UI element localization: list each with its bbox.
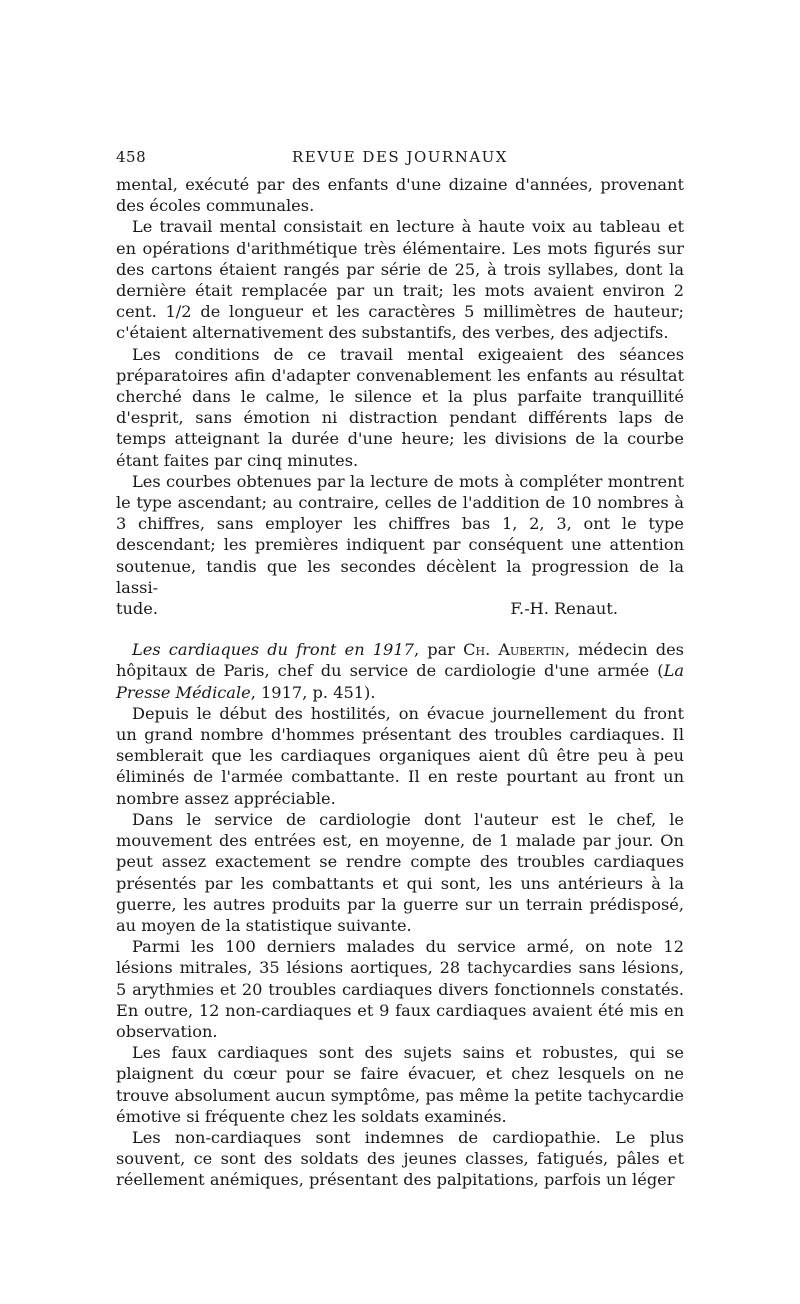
paragraph-evacuations: Depuis le début des hostilités, on évacue journellement du front un grand nombre d'hommes présentant des troubles cardiaques. Il semblerait que les cardiaques organiques aient dû être peu à peu éliminés de l'armée combattante. Il en reste pourtant au front un nombre assez appréciable. — [116, 703, 684, 808]
page — [116, 148, 684, 1191]
paragraph-results-end: tude. — [116, 599, 159, 619]
article-cardiaques — [116, 639, 684, 1190]
article-fatigue-review — [116, 174, 684, 619]
author-affiliation: , médecin des hôpitaux de Paris, chef du service de cardiologie d'une armée ( — [116, 640, 684, 681]
paragraph-results: Les courbes obtenues par la lecture de mots à compléter montrent le type ascendant; au contraire, celles de l'addition de 10 nombres à 3 chiffres, sans employer les chiffres bas 1, 2, 3, ont le type descendant; les premières indiquent par conséquent une attention soutenue, tandis que les secondes décèlent la progression de la lassi- — [116, 471, 684, 597]
journal-reference: , 1917, p. 451). — [250, 682, 376, 702]
paragraph-service: Dans le service de cardiologie dont l'auteur est le chef, le mouvement des entrées est, en moyenne, de 1 malade par jour. On peut assez exactement se rendre compte des troubles cardiaques présentés par les combattants et qui sont, les uns antérieurs à la guerre, les autres produits par la guerre sur un terrain prédisposé, au moyen de la statistique suivante. — [116, 809, 684, 935]
journal-name: La Presse Médicale — [116, 661, 684, 702]
paragraph-faux-cardiaques: Les faux cardiaques sont des sujets sains et robustes, qui se plaignent du cœur pour se faire évacuer, et chez lesquels on ne trouve absolument aucun symptôme, pas même la petite tachycardie émotive si fréquente chez les soldats examinés. — [116, 1043, 684, 1126]
reviewer-signature: F.-H. Renaut. — [510, 599, 618, 619]
running-head — [116, 148, 684, 174]
paragraph-non-cardiaques: Les non-cardiaques sont indemnes de cardiopathie. Le plus souvent, ce sont des soldats des jeunes classes, fatigués, pâles et réellement anémiques, présentant des palpitations, parfois un léger — [116, 1127, 684, 1190]
article-author: Ch. Aubertin — [463, 640, 565, 660]
running-title: REVUE DES JOURNAUX — [292, 148, 508, 166]
entry-separator — [116, 619, 684, 639]
paragraph-conditions: Les conditions de ce travail mental exigeaient des séances préparatoires afin d'adapter convenablement les enfants au résultat cherché dans le calme, le silence et la plus parfaite tranquillité d'esprit, sans émotion ni distraction pendant différents laps de temps atteignant la durée d'une heure; les divisions de la courbe étant faites par cinq minutes. — [116, 344, 684, 470]
page-number: 458 — [116, 148, 147, 166]
signature-line — [116, 598, 684, 619]
paragraph-method: Le travail mental consistait en lecture à haute voix au tableau et en opérations d'arithmétique très élémentaire. Les mots figurés sur des cartons étaient rangés par série de 25, à trois syllabes, dont la dernière était remplacée par un trait; les mots avaient environ 2 cent. 1/2 de longueur et les caractères 5 millimètres de hauteur; c'étaient alternativement des substantifs, des verbes, des adjectifs. — [116, 217, 684, 343]
article-citation — [116, 639, 684, 703]
paragraph-continuation: mental, exécuté par des enfants d'une dizaine d'années, provenant des écoles communales. — [116, 175, 684, 216]
article-title: Les cardiaques du front en 1917 — [132, 640, 414, 660]
citation-by: , par — [413, 640, 464, 660]
paragraph-statistics: Parmi les 100 derniers malades du service armé, on note 12 lésions mitrales, 35 lésions aortiques, 28 tachycardies sans lésions, 5 arythmies et 20 troubles cardiaques divers fonctionnels constatés. En outre, 12 non-cardiaques et 9 faux cardiaques avaient été mis en observation. — [116, 937, 684, 1041]
